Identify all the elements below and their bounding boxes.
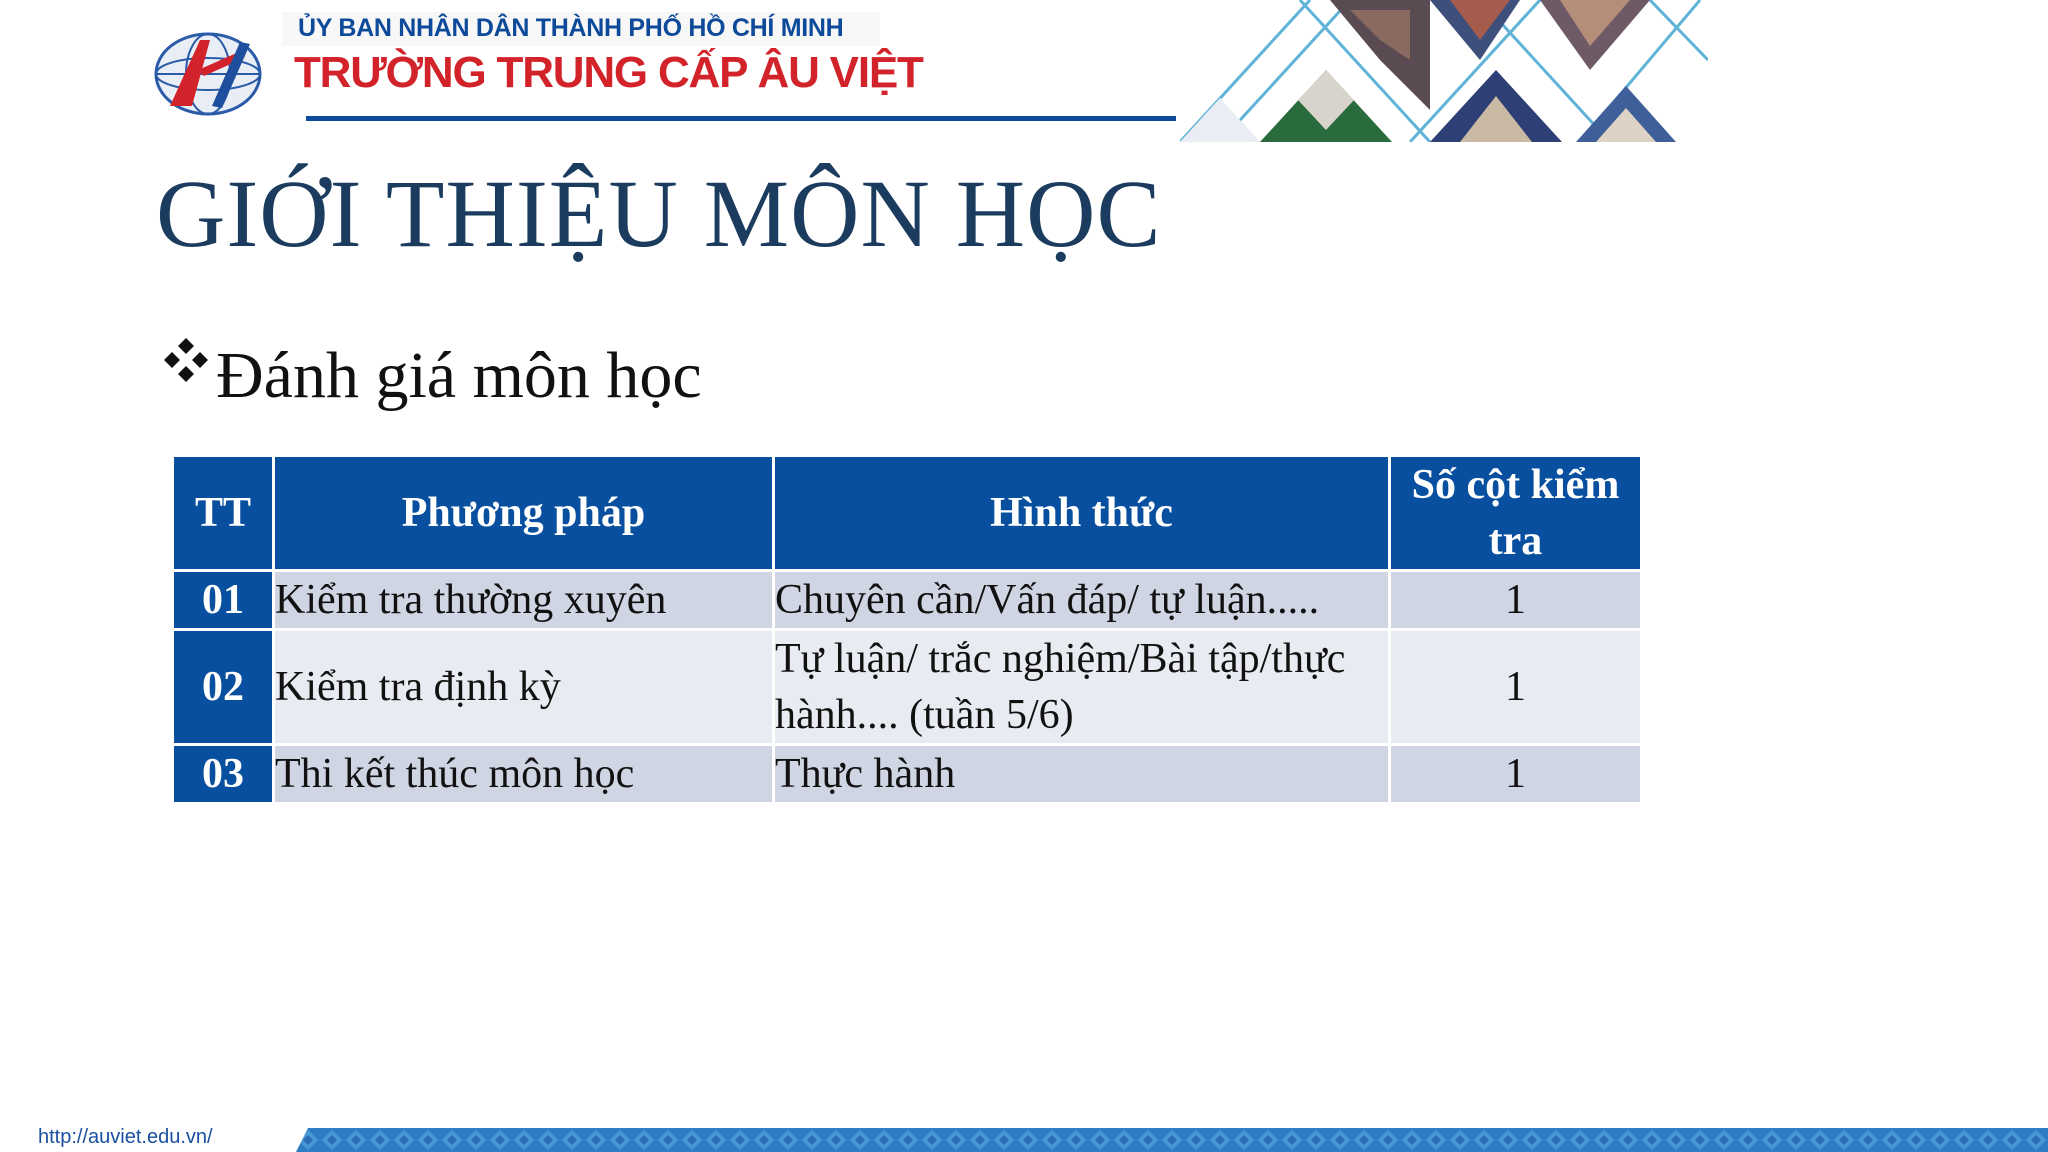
row-number: 02 [173, 630, 274, 745]
form-cell: Thực hành [774, 745, 1390, 804]
bullet-text: Đánh giá môn học [216, 339, 702, 412]
count-cell: 1 [1390, 630, 1642, 745]
table-row [173, 571, 1642, 630]
diamond-cluster-icon [160, 336, 216, 396]
method-cell: Kiểm tra thường xuyên [274, 571, 774, 630]
row-number: 03 [173, 745, 274, 804]
bullet-item [160, 336, 702, 414]
header-tt: TT [173, 456, 274, 571]
method-cell: Kiểm tra định kỳ [274, 630, 774, 745]
header-method: Phương pháp [274, 456, 774, 571]
header-count: Số cột kiểm tra [1390, 456, 1642, 571]
count-cell: 1 [1390, 745, 1642, 804]
table-row [173, 630, 1642, 745]
school-name: TRƯỜNG TRUNG CẤP ÂU VIỆT [294, 48, 923, 97]
table-header-row [173, 456, 1642, 571]
slide-title: GIỚI THIỆU MÔN HỌC [156, 160, 1162, 267]
table-row [173, 745, 1642, 804]
school-logo-icon [152, 30, 264, 118]
website-link[interactable]: http://auviet.edu.vn/ [38, 1126, 213, 1148]
photo-collage-image [1180, 0, 1708, 142]
method-cell: Thi kết thúc môn học [274, 745, 774, 804]
header-divider [306, 116, 1176, 121]
count-cell: 1 [1390, 571, 1642, 630]
header-form: Hình thức [774, 456, 1390, 571]
footer-pattern-band [296, 1128, 2048, 1152]
form-cell: Tự luận/ trắc nghiệm/Bài tập/thực hành.... (tuần 5/6) [774, 630, 1390, 745]
org-name: ỦY BAN NHÂN DÂN THÀNH PHỐ HỒ CHÍ MINH [298, 14, 844, 42]
assessment-table [171, 454, 1643, 805]
form-cell: Chuyên cần/Vấn đáp/ tự luận..... [774, 571, 1390, 630]
row-number: 01 [173, 571, 274, 630]
